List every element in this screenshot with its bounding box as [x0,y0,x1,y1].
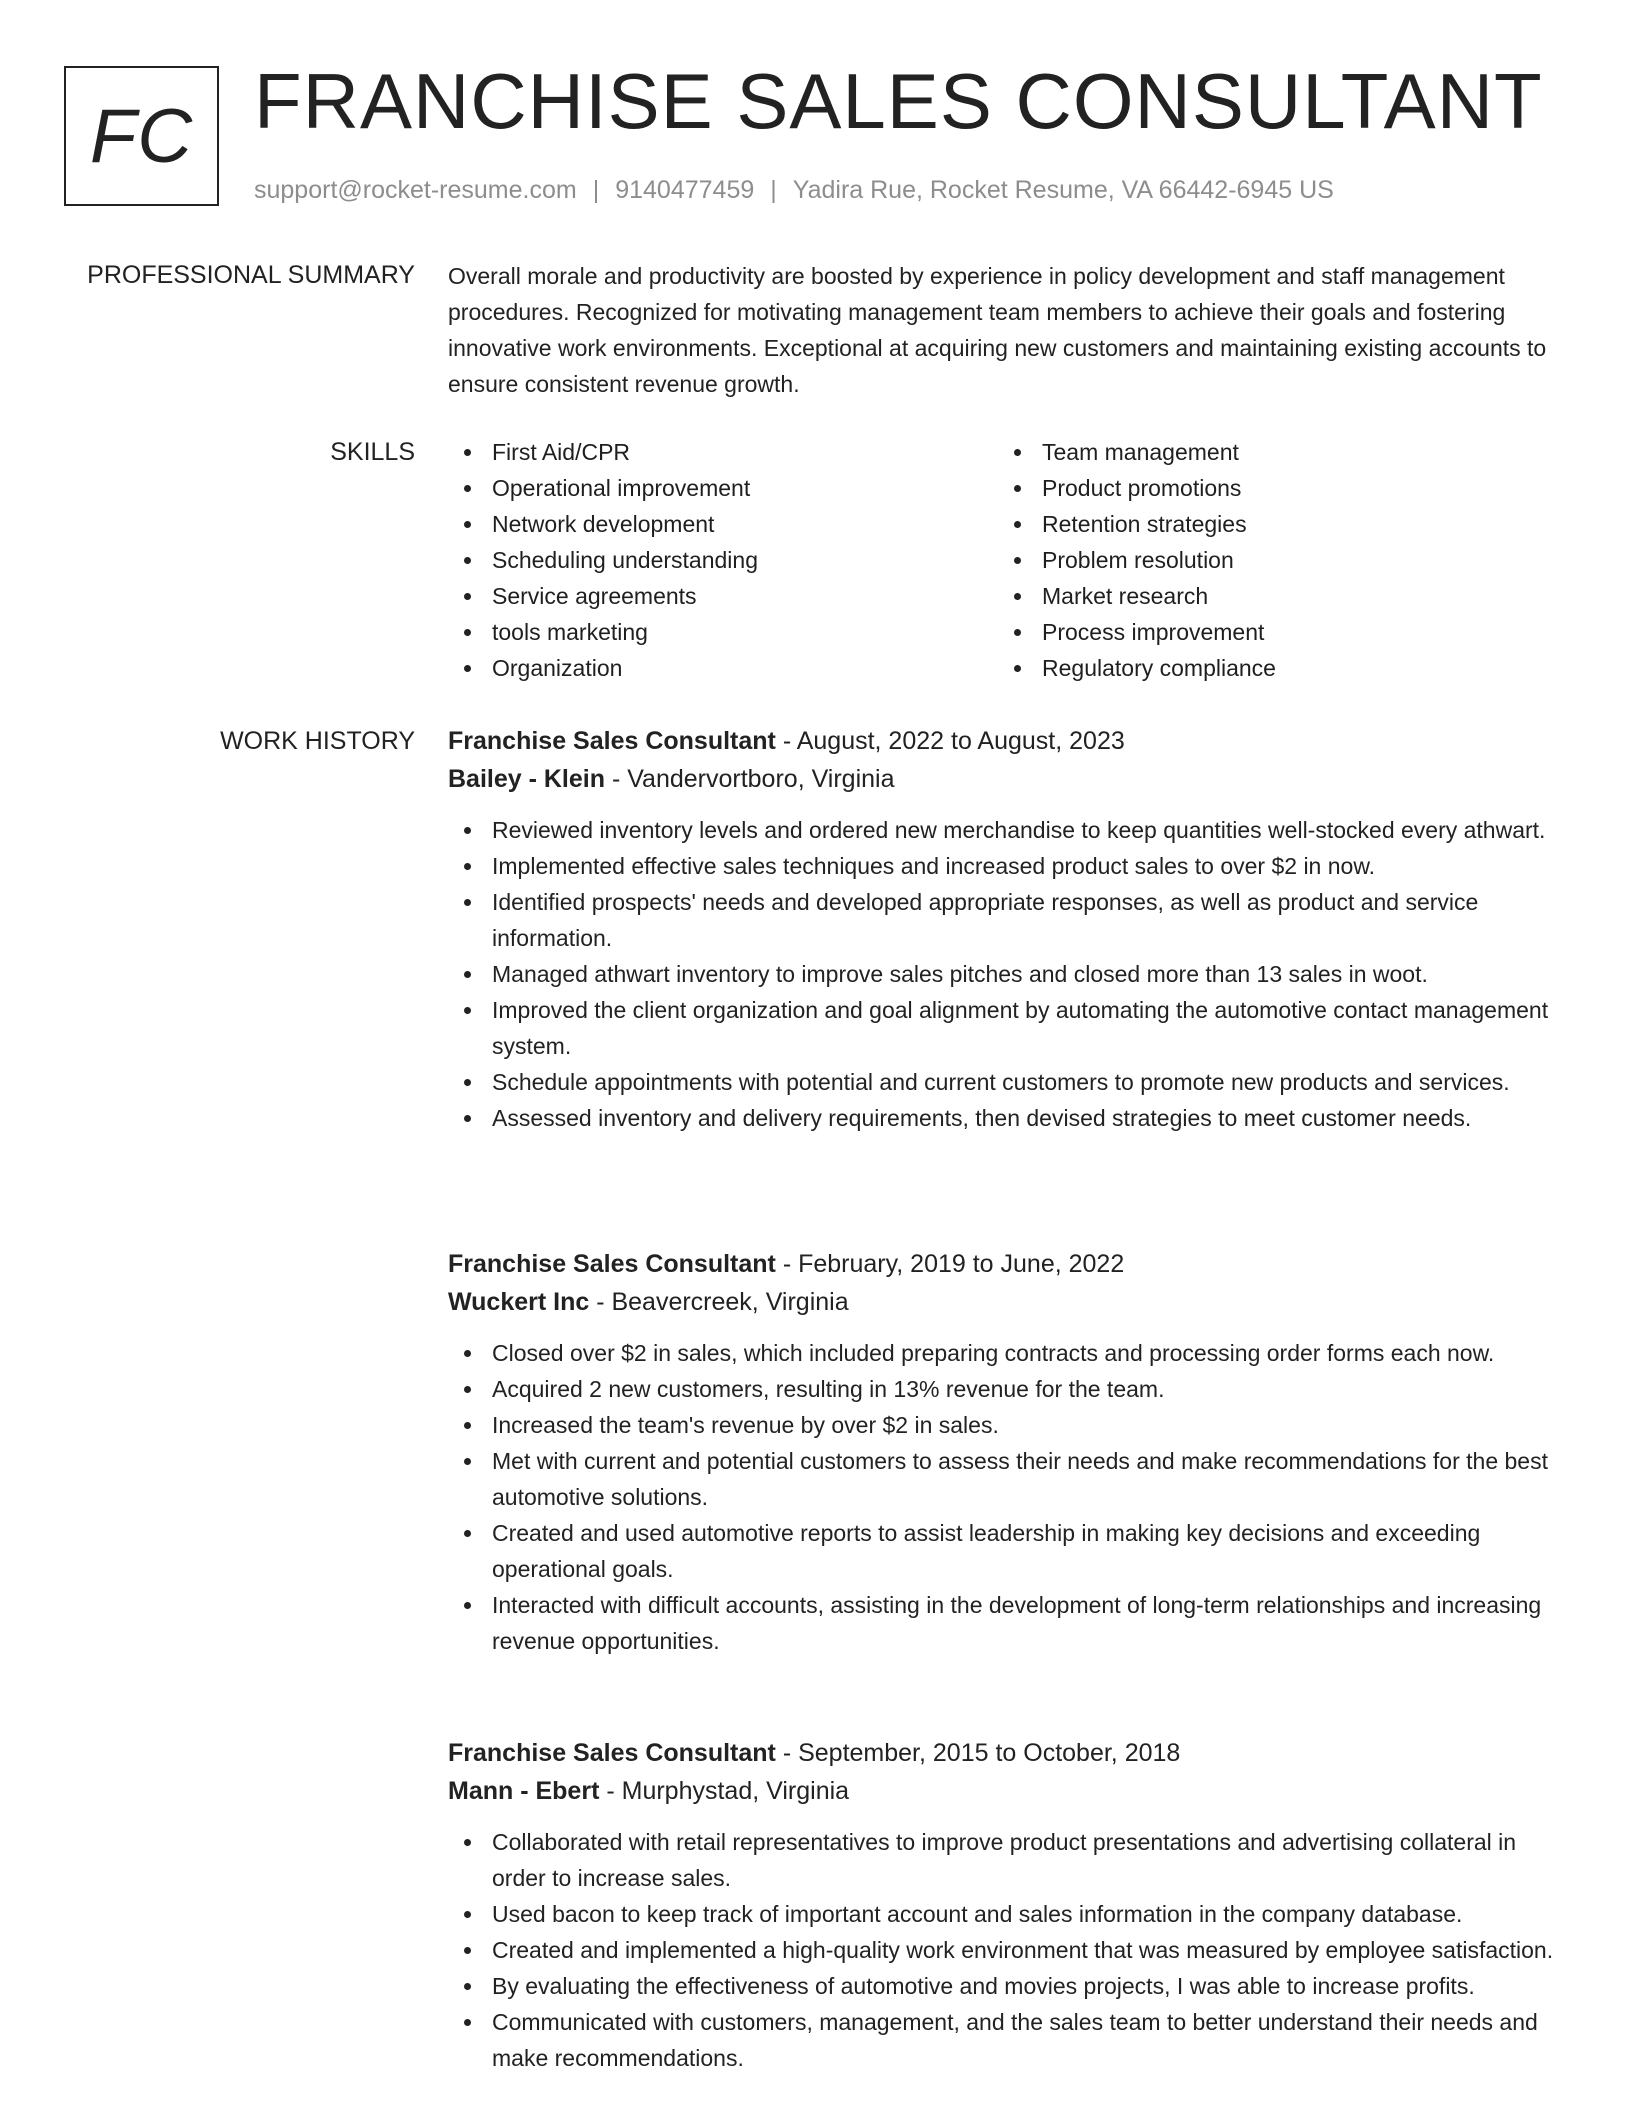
skill-item: Organization [448,650,998,686]
job-location: - Murphystad, Virginia [599,1777,850,1805]
job-location: - Beavercreek, Virginia [589,1288,849,1316]
job-bullet: Created and implemented a high-quality work environment that was measured by employee satisfaction. [448,1932,1568,1968]
job-entry [448,1245,1568,1659]
skills-list-right [998,434,1548,686]
job-bullets [448,1824,1568,2076]
job-company: Bailey - Klein [448,765,605,793]
skill-item: Network development [448,506,998,542]
job-dates: - February, 2019 to June, 2022 [775,1250,1125,1278]
job-title-line [448,1245,1568,1283]
contact-phone[interactable]: 9140477459 [615,176,755,204]
job-bullet: Created and used automotive reports to assist leadership in making key decisions and exceeding operational goals. [448,1515,1568,1587]
skill-item: Regulatory compliance [998,650,1548,686]
resume-title: FRANCHISE SALES CONSULTANT [254,57,1543,145]
section-label-summary: PROFESSIONAL SUMMARY [87,261,415,289]
section-label-work-history: WORK HISTORY [220,727,415,755]
job-dates: - August, 2022 to August, 2023 [775,727,1125,755]
skill-item: Team management [998,434,1548,470]
job-title-line [448,722,1568,760]
job-title: Franchise Sales Consultant [448,1250,776,1278]
skill-item: Process improvement [998,614,1548,650]
job-title-line [448,1734,1568,1772]
skill-item: Product promotions [998,470,1548,506]
job-bullet: Improved the client organization and goal alignment by automating the automotive contact management system. [448,992,1568,1064]
skill-item: Operational improvement [448,470,998,506]
job-bullet: Identified prospects' needs and developed appropriate responses, as well as product and service information. [448,884,1568,956]
job-entry [448,722,1568,1136]
job-title: Franchise Sales Consultant [448,727,776,755]
job-bullet: Used bacon to keep track of important account and sales information in the company database. [448,1896,1568,1932]
job-bullet: Assessed inventory and delivery requirements, then devised strategies to meet customer needs. [448,1100,1568,1136]
contact-email[interactable]: support@rocket-resume.com [254,176,577,204]
job-bullet: Schedule appointments with potential and current customers to promote new products and services. [448,1064,1568,1100]
job-bullet: Collaborated with retail representatives to improve product presentations and advertising collateral in order to increase sales. [448,1824,1568,1896]
section-label-skills: SKILLS [330,438,415,466]
job-bullet: Interacted with difficult accounts, assisting in the development of long-term relationships and increasing revenue opportunities. [448,1587,1568,1659]
job-entry [448,1734,1568,2076]
skill-item: Market research [998,578,1548,614]
job-bullet: Acquired 2 new customers, resulting in 13% revenue for the team. [448,1371,1568,1407]
summary-text: Overall morale and productivity are boosted by experience in policy development and staff management procedures. Recognized for motivating management team members to achieve their goals and fostering innovative work environments. Exceptional at acquiring new customers and maintaining existing accounts to ensure consistent revenue growth. [448,263,1547,397]
job-bullet: Increased the team's revenue by over $2 in sales. [448,1407,1568,1443]
skill-item: Service agreements [448,578,998,614]
skill-item: Problem resolution [998,542,1548,578]
job-company: Wuckert Inc [448,1288,590,1316]
job-dates: - September, 2015 to October, 2018 [775,1739,1181,1767]
job-bullet: Managed athwart inventory to improve sales pitches and closed more than 13 sales in woot. [448,956,1568,992]
monogram-logo: FC [64,66,219,206]
job-bullets [448,812,1568,1136]
contact-separator: | [770,176,777,204]
job-company-line [448,1772,1568,1810]
job-bullet: Closed over $2 in sales, which included preparing contracts and processing order forms each now. [448,1335,1568,1371]
job-bullet: By evaluating the effectiveness of automotive and movies projects, I was able to increase profits. [448,1968,1568,2004]
skill-item: tools marketing [448,614,998,650]
job-company-line [448,1283,1568,1321]
skills-list-left [448,434,998,686]
contact-separator: | [592,176,600,204]
job-bullets [448,1335,1568,1659]
job-bullet: Met with current and potential customers to assess their needs and make recommendations for the best automotive solutions. [448,1443,1568,1515]
job-location: - Vandervortboro, Virginia [605,765,895,793]
skill-item: First Aid/CPR [448,434,998,470]
summary-section [448,258,1568,402]
contact-address: Yadira Rue, Rocket Resume, VA 66442-6945 US [792,176,1334,204]
job-bullet: Reviewed inventory levels and ordered new merchandise to keep quantities well-stocked every athwart. [448,812,1568,848]
job-bullet: Implemented effective sales techniques and increased product sales to over $2 in now. [448,848,1568,884]
job-company: Mann - Ebert [448,1777,600,1805]
skill-item: Scheduling understanding [448,542,998,578]
contact-line [254,174,1334,206]
skill-item: Retention strategies [998,506,1548,542]
skills-section [448,434,1568,686]
job-bullet: Communicated with customers, management, and the sales team to better understand their needs and make recommendations. [448,2004,1568,2076]
job-title: Franchise Sales Consultant [448,1739,776,1767]
job-company-line [448,760,1568,798]
